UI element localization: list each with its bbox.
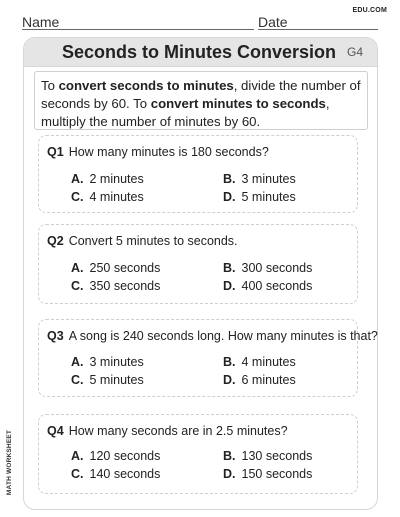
option-letter: A. — [71, 261, 84, 275]
option-text: 400 seconds — [241, 279, 313, 293]
brand-logo: EDU.COM — [352, 7, 387, 14]
option-c[interactable] — [71, 279, 160, 293]
option-b[interactable] — [223, 261, 312, 275]
option-a[interactable] — [71, 449, 160, 463]
option-a[interactable] — [71, 172, 144, 186]
option-d[interactable] — [223, 190, 296, 204]
page-title: Seconds to Minutes Conversion — [62, 42, 337, 62]
side-label — [0, 429, 21, 495]
option-letter: A. — [71, 172, 84, 186]
option-text: 2 minutes — [89, 172, 144, 186]
option-b[interactable] — [223, 172, 296, 186]
option-letter: C. — [71, 190, 84, 204]
question-prompt: How many minutes is 180 seconds? — [68, 145, 269, 159]
option-text: 5 minutes — [241, 190, 296, 204]
option-text: 300 seconds — [241, 261, 313, 275]
name-label: Name — [22, 14, 60, 30]
title-bar — [24, 38, 377, 67]
option-text: 3 minutes — [89, 355, 144, 369]
option-letter: C. — [71, 373, 84, 387]
option-letter: B. — [223, 355, 236, 369]
option-c[interactable] — [71, 467, 160, 481]
option-c[interactable] — [71, 190, 144, 204]
grade-badge: G4 — [346, 45, 363, 59]
question-text — [47, 329, 378, 343]
option-text: 4 minutes — [89, 190, 144, 204]
option-text: 4 minutes — [241, 355, 296, 369]
intro-bold-2: convert minutes to seconds — [150, 96, 326, 111]
option-b[interactable] — [223, 355, 296, 369]
question-number: Q3 — [47, 329, 64, 343]
intro-text-2: , divide the number of seconds by 60. To — [41, 78, 361, 111]
option-a[interactable] — [71, 261, 160, 275]
option-letter: D. — [223, 279, 236, 293]
name-line[interactable] — [22, 29, 254, 30]
option-letter: D. — [223, 467, 236, 481]
option-text: 130 seconds — [241, 449, 313, 463]
option-text: 350 seconds — [89, 279, 161, 293]
option-letter: B. — [223, 172, 236, 186]
side-label-text: MATH WORKSHEET — [6, 429, 14, 495]
intro-text-1: To — [41, 78, 59, 93]
intro-text-3: , multiply the number of minutes by 60. — [41, 96, 330, 129]
date-line[interactable] — [258, 29, 378, 30]
question-prompt: A song is 240 seconds long. How many minutes is that? — [68, 329, 378, 343]
option-text: 5 minutes — [89, 373, 144, 387]
option-letter: B. — [223, 261, 236, 275]
question-number: Q2 — [47, 234, 64, 248]
question-prompt: Convert 5 minutes to seconds. — [68, 234, 238, 248]
question-number: Q1 — [47, 145, 64, 159]
option-text: 150 seconds — [241, 467, 313, 481]
option-text: 3 minutes — [241, 172, 296, 186]
question-text — [47, 424, 288, 438]
option-c[interactable] — [71, 373, 144, 387]
option-letter: D. — [223, 190, 236, 204]
option-d[interactable] — [223, 279, 312, 293]
option-text: 6 minutes — [241, 373, 296, 387]
option-letter: B. — [223, 449, 236, 463]
question-text — [47, 145, 269, 159]
option-text: 120 seconds — [89, 449, 161, 463]
question-card-1 — [38, 135, 358, 213]
date-label: Date — [258, 14, 288, 30]
worksheet-card — [23, 37, 378, 510]
option-letter: D. — [223, 373, 236, 387]
question-card-4 — [38, 414, 358, 494]
question-card-3 — [38, 319, 378, 397]
option-letter: A. — [71, 449, 84, 463]
instructions-box — [34, 71, 368, 130]
option-d[interactable] — [223, 467, 312, 481]
option-text: 140 seconds — [89, 467, 161, 481]
option-letter: C. — [71, 467, 84, 481]
question-prompt: How many seconds are in 2.5 minutes? — [68, 424, 288, 438]
option-text: 250 seconds — [89, 261, 161, 275]
option-letter: C. — [71, 279, 84, 293]
option-d[interactable] — [223, 373, 296, 387]
option-letter: A. — [71, 355, 84, 369]
option-b[interactable] — [223, 449, 312, 463]
question-card-2 — [38, 224, 358, 304]
option-a[interactable] — [71, 355, 144, 369]
intro-bold-1: convert seconds to minutes — [58, 78, 234, 93]
question-text — [47, 234, 238, 248]
question-number: Q4 — [47, 424, 64, 438]
